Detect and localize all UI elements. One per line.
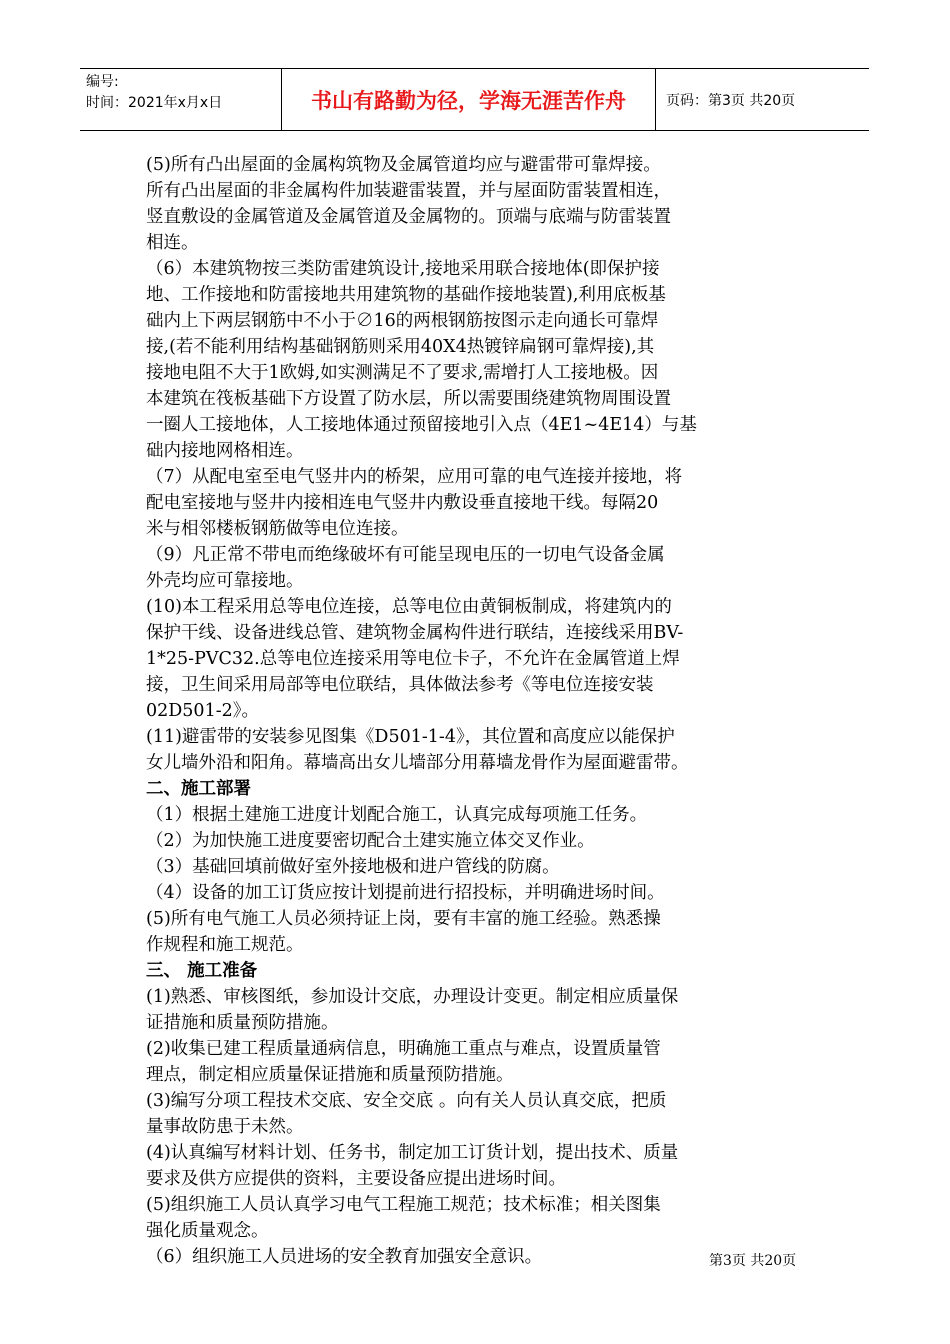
section3-line: (4)认真编写材料计划、任务书，制定加工订货计划，提出技术、质量 bbox=[146, 1143, 679, 1163]
section3-line: 理点，制定相应质量保证措施和质量预防措施。 bbox=[146, 1065, 514, 1085]
section3-line: 量事故防患于未然。 bbox=[146, 1117, 304, 1137]
body-line: 础内上下两层钢筋中不小于∅16的两根钢筋按图示走向通长可靠焊 bbox=[146, 311, 659, 331]
section-heading-2: 二、施工部署 bbox=[146, 779, 251, 799]
section2-line: 作规程和施工规范。 bbox=[146, 935, 304, 955]
body-line: 一圈人工接地体，人工接地体通过预留接地引入点（4E1~4E14）与基 bbox=[146, 415, 697, 435]
body-line: 接，卫生间采用局部等电位联结，具体做法参考《等电位连接安装 bbox=[146, 675, 654, 695]
body-line: 地、工作接地和防雷接地共用建筑物的基础作接地装置),利用底板基 bbox=[146, 285, 666, 305]
body-line: (10)本工程采用总等电位连接，总等电位由黄铜板制成，将建筑内的 bbox=[146, 597, 672, 617]
header-info bbox=[80, 69, 282, 130]
document-number-label: 编号: bbox=[86, 74, 119, 90]
section3-line: （6）组织施工人员进场的安全教育加强安全意识。 bbox=[146, 1247, 543, 1267]
body-line: 女儿墙外沿和阳角。幕墙高出女儿墙部分用幕墙龙骨作为屋面避雷带。 bbox=[146, 753, 689, 773]
body-line: （7）从配电室至电气竖井内的桥架，应用可靠的电气连接并接地，将 bbox=[146, 467, 683, 487]
body-line: （9）凡正常不带电而绝缘破坏有可能呈现电压的一切电气设备金属 bbox=[146, 545, 665, 565]
body-line: 外壳均应可靠接地。 bbox=[146, 571, 304, 591]
section2-line: （3）基础回填前做好室外接地极和进户管线的防腐。 bbox=[146, 857, 560, 877]
header-page-label: 页码：第3页 共20页 bbox=[666, 92, 796, 109]
body-line: 所有凸出屋面的非金属构件加装避雷装置，并与屋面防雷装置相连， bbox=[146, 181, 671, 201]
page-footer: 第3页 共20页 bbox=[709, 1253, 797, 1269]
section3-line: 证措施和质量预防措施。 bbox=[146, 1013, 339, 1033]
body-line: (5)所有凸出屋面的金属构筑物及金属管道均应与避雷带可靠焊接。 bbox=[146, 155, 661, 175]
section3-line: 要求及供方应提供的资料，主要设备应提出进场时间。 bbox=[146, 1169, 566, 1189]
section-heading-3: 三、 施工准备 bbox=[146, 961, 258, 981]
section2-line: （4）设备的加工订货应按计划提前进行招投标，并明确进场时间。 bbox=[146, 883, 665, 903]
document-time-label: 时间：2021年x月x日 bbox=[86, 95, 223, 111]
body-line: 米与相邻楼板钢筋做等电位连接。 bbox=[146, 519, 409, 539]
section3-line: (5)组织施工人员认真学习电气工程施工规范；技术标准；相关图集 bbox=[146, 1195, 661, 1215]
body-line: （6）本建筑物按三类防雷建筑设计,接地采用联合接地体(即保护接 bbox=[146, 259, 660, 279]
body-line: 1*25-PVC32.总等电位连接采用等电位卡子，不允许在金属管道上焊 bbox=[146, 649, 680, 669]
body-line: 竖直敷设的金属管道及金属管道及金属物的。顶端与底端与防雷装置 bbox=[146, 207, 671, 227]
section2-line: (5)所有电气施工人员必须持证上岗，要有丰富的施工经验。熟悉操 bbox=[146, 909, 661, 929]
page-header bbox=[80, 68, 869, 131]
body-line: 相连。 bbox=[146, 233, 199, 253]
body-line: 础内接地网格相连。 bbox=[146, 441, 304, 461]
body-line: 接地电阻不大于1欧姆,如实测满足不了要求,需增打人工接地极。因 bbox=[146, 363, 659, 383]
body-line: 02D501-2》。 bbox=[146, 701, 259, 721]
body-line: 配电室接地与竖井内接相连电气竖井内敷设垂直接地干线。每隔20 bbox=[146, 493, 659, 513]
body-line: 保护干线、设备进线总管、建筑物金属构件进行联结，连接线采用BV- bbox=[146, 623, 684, 643]
header-motto: 书山有路勤为径，学海无涯苦作舟 bbox=[282, 69, 656, 130]
body-line: 本建筑在筏板基础下方设置了防水层，所以需要围绕建筑物周围设置 bbox=[146, 389, 671, 409]
section3-line: (1)熟悉、审核图纸，参加设计交底，办理设计变更。制定相应质量保 bbox=[146, 987, 679, 1007]
section2-line: （2）为加快施工进度要密切配合土建实施立体交叉作业。 bbox=[146, 831, 595, 851]
section3-line: (2)收集已建工程质量通病信息，明确施工重点与难点，设置质量管 bbox=[146, 1039, 661, 1059]
section3-line: 强化质量观念。 bbox=[146, 1221, 269, 1241]
section2-line: （1）根据土建施工进度计划配合施工，认真完成每项施工任务。 bbox=[146, 805, 648, 825]
body-line: 接,(若不能利用结构基础钢筋则采用40X4热镀锌扁钢可靠焊接),其 bbox=[146, 337, 655, 357]
body-line: (11)避雷带的安装参见图集《D501-1-4》，其位置和高度应以能保护 bbox=[146, 727, 675, 747]
document-body bbox=[146, 152, 810, 1270]
section3-line: (3)编写分项工程技术交底、安全交底 。向有关人员认真交底，把质 bbox=[146, 1091, 667, 1111]
